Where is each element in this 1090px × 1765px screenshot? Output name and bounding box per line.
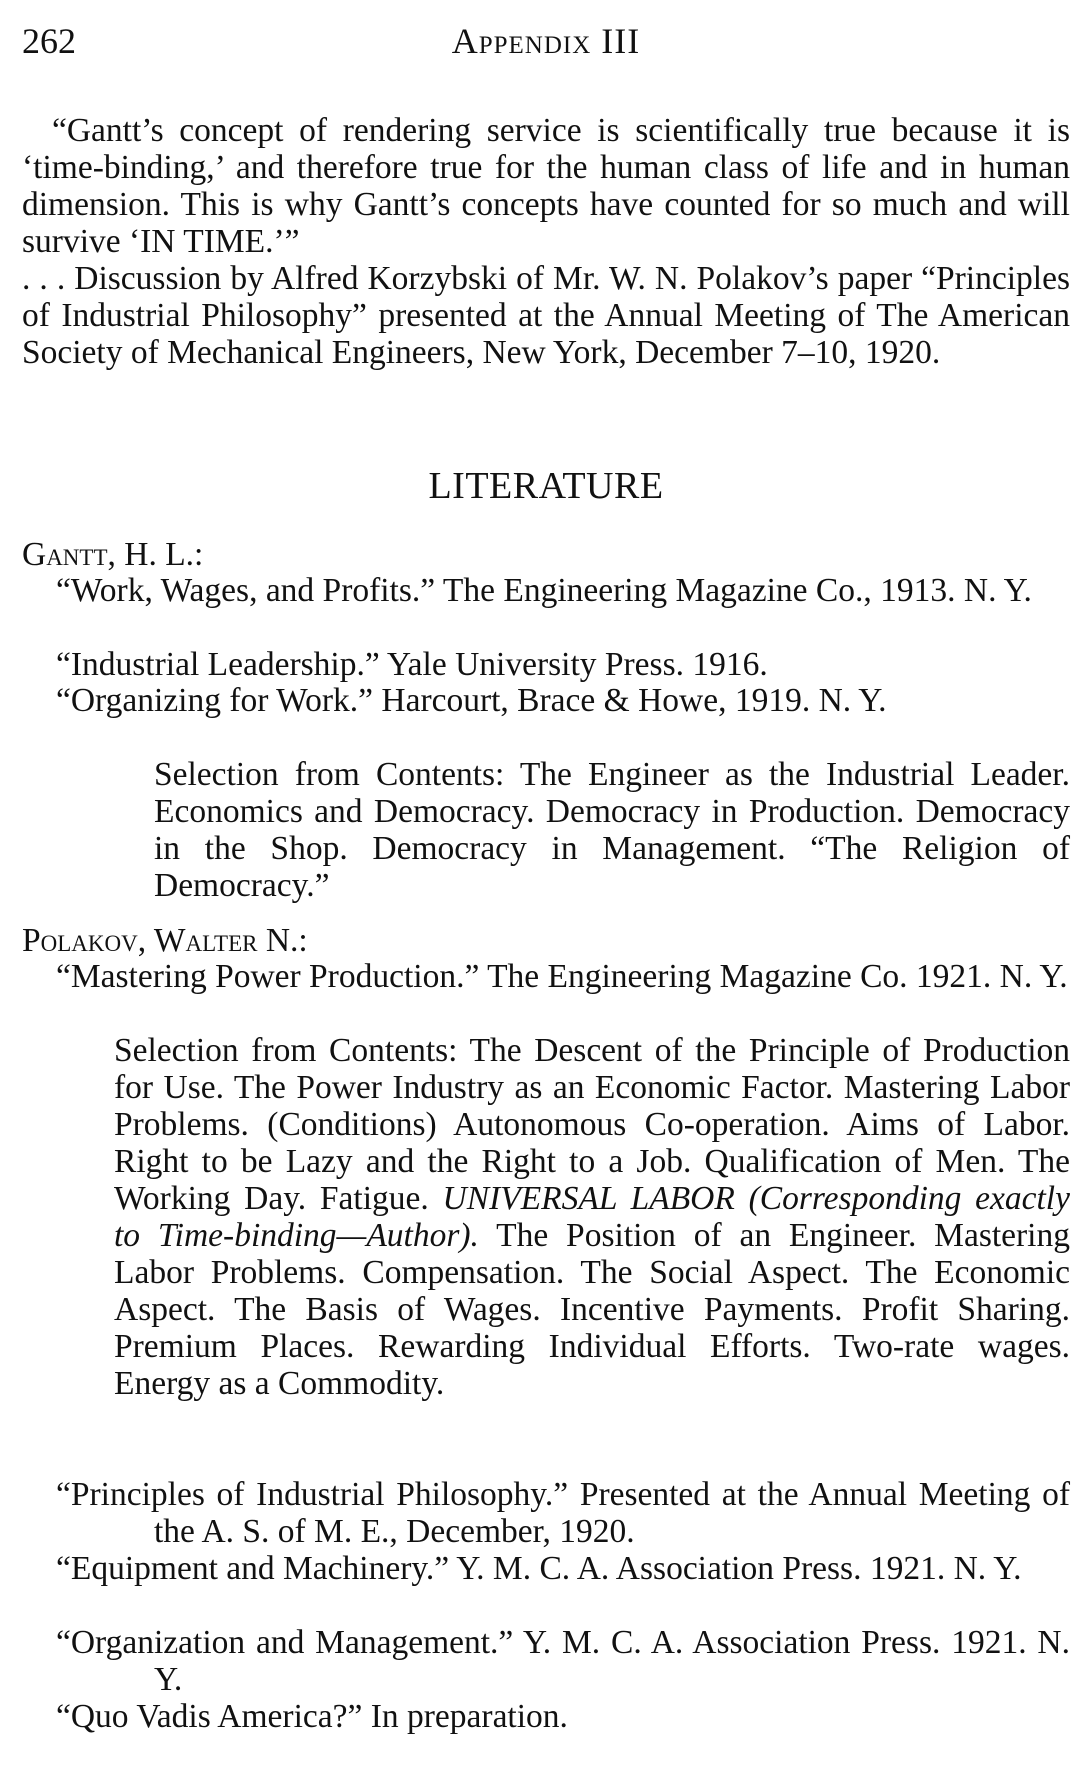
bib-entry: “Mastering Power Production.” The Engineering Magazine Co. 1921. N. Y.	[56, 958, 1068, 995]
bib-entry: “Quo Vadis America?” In preparation.	[56, 1698, 568, 1735]
book-page	[22, 12, 1070, 1735]
bib-entry: “Organizing for Work.” Harcourt, Brace & Howe, 1919. N. Y.	[56, 682, 887, 719]
page-header	[22, 12, 1070, 72]
contents-selection	[114, 1032, 1070, 1402]
bib-entry: “Principles of Industrial Philosophy.” Presented at the Annual Meeting of the A. S. of M. E., December, 1920.	[56, 1476, 1070, 1550]
quote-source: . . . Discussion by Alfred Korzybski of Mr. W. N. Polakov’s paper “Principles of Industrial Philosophy” presented at the Annual Meeting of The American Society of Mechanical Engineers, New York, December 7–10, 1920.	[22, 260, 1070, 371]
quote-text: “Gantt’s concept of rendering service is scientifically true because it is ‘time-binding,’ and therefore true for the human class of life and in human dimension. This is why Gantt’s concepts have counted for so much and will survive ‘IN TIME.’”	[22, 112, 1070, 260]
section-title: LITERATURE	[428, 465, 664, 507]
author-heading-gantt: Gantt, H. L.:	[22, 536, 204, 573]
author-heading-polakov: Polakov, Walter N.:	[22, 922, 308, 959]
bib-entry: “Equipment and Machinery.” Y. M. C. A. Association Press. 1921. N. Y.	[56, 1550, 1022, 1587]
page-number: 262	[22, 21, 76, 61]
bib-entry: “Industrial Leadership.” Yale University Press. 1916.	[56, 646, 768, 683]
bib-entry: “Organization and Management.” Y. M. C. A. Association Press. 1921. N. Y.	[56, 1624, 1070, 1698]
selection-italic-text: UNIVERSAL LABOR (Corresponding exactly to Time-binding—Author).	[114, 1180, 1070, 1254]
contents-selection: Selection from Contents: The Engineer as the Industrial Leader. Economics and Democracy. Democracy in Production. Democracy in the Shop. Democracy in Management. “The Religion of Democracy.”	[154, 756, 1070, 904]
selection-text: Selection from Contents: The Descent of the Principle of Production for Use. The Power Industry as an Economic Factor. Mastering Labor Problems. (Conditions) Autonomous Co-operation. Aims of Labor. Right to be Lazy and the Right to a Job. Qualification of Men. The Working Day. Fatigue.	[114, 1032, 1070, 1217]
epigraph-quote	[22, 112, 1070, 371]
selection-text: The Position of an Engineer. Mastering Labor Problems. Compensation. The Social Aspect. The Economic Aspect. The Basis of Wages. Incentive Payments. Profit Sharing. Premium Places. Rewarding Individual Efforts. Two-rate wages. Energy as a Commodity.	[114, 1217, 1070, 1402]
bib-entry: “Work, Wages, and Profits.” The Engineering Magazine Co., 1913. N. Y.	[56, 572, 1032, 609]
running-head: Appendix III	[451, 21, 641, 61]
